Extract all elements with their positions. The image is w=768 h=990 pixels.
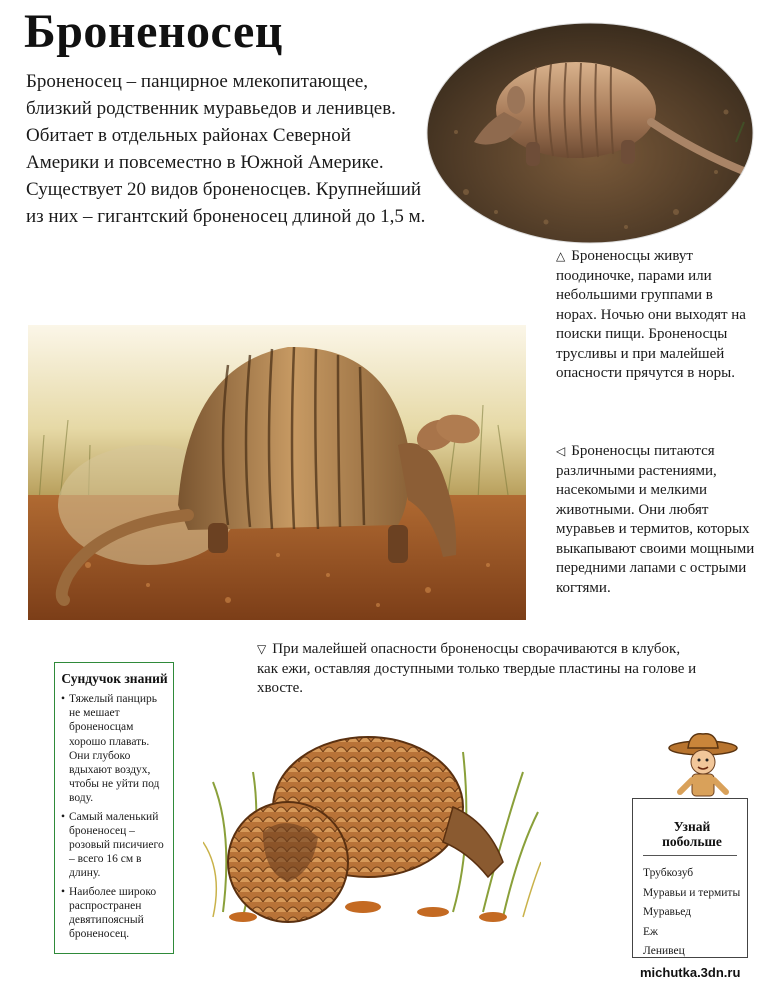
caption-burrows	[556, 247, 756, 384]
learn-more-link[interactable]: Трубкозуб	[643, 867, 694, 879]
learn-more-link[interactable]: Ленивец	[643, 945, 685, 957]
knowledge-fact: • Наиболее широко распространен девятипоясный броненосец.	[61, 885, 168, 942]
knowledge-fact: • Тяжелый панцирь не мешает броненосцам хорошо плавать. Они глубоко вдыхают воздух, чтобы не уйти под воду.	[61, 692, 168, 806]
learn-more-link[interactable]: Муравьи и термиты	[643, 886, 741, 899]
site-watermark: michutka.3dn.ru	[640, 965, 741, 980]
armadillo-field-illustration	[28, 325, 526, 620]
learn-more-list	[643, 864, 741, 962]
caption-burrows-text: Броненосцы живут поодиночке, парами или небольшими группами в норах. Ночью они выходят на поиски пищи. Броненосцы трусливы и при малейшей опасности прячутся в норы.	[556, 248, 746, 381]
caption-marker-up: △	[556, 249, 566, 263]
learn-more-link[interactable]: Еж	[643, 925, 658, 938]
caption-diet-text: Броненосцы питаются различными растениями, насекомыми и мелкими животными. Они любят муравьев и термитов, которых выкапывают своими мощными передними лапами с острыми когтями.	[556, 443, 755, 596]
knowledge-box	[54, 662, 174, 954]
page-title: Броненосец	[24, 5, 283, 58]
intro-paragraph: Броненосец – панцирное млекопитающее, близкий родственник муравьедов и ленивцев. Обитает в отдельных районах Северной Америки и повсеместно в Южной Америке. Существует 20 видов броненосцев. Крупнейший из них – гигантский броненосец длиной до 1,5 м.	[26, 71, 426, 227]
learn-more-divider	[643, 855, 737, 856]
cowboy-mascot-icon	[664, 732, 742, 806]
knowledge-box-title: Сундучок знаний	[61, 671, 168, 686]
armadillo-oval-photo	[426, 22, 754, 244]
learn-more-title: Узнай побольше	[662, 819, 722, 849]
caption-defense-text: При малейшей опасности броненосцы сворачиваются в клубок, как ежи, оставляя доступными только твердые пластины на голове и хвосте.	[257, 641, 697, 696]
knowledge-fact: • Самый маленький броненосец – розовый писичиего – всего 16 см в длину.	[61, 810, 168, 881]
caption-marker-left: ◁	[556, 444, 566, 458]
learn-more-link[interactable]: Муравьед	[643, 906, 692, 918]
learn-more-box	[632, 798, 748, 958]
caption-defense	[257, 640, 697, 699]
armadillo-ball-illustration	[203, 712, 541, 924]
caption-diet	[556, 442, 761, 598]
caption-marker-down: ▽	[257, 642, 267, 656]
knowledge-facts-list	[61, 692, 168, 941]
